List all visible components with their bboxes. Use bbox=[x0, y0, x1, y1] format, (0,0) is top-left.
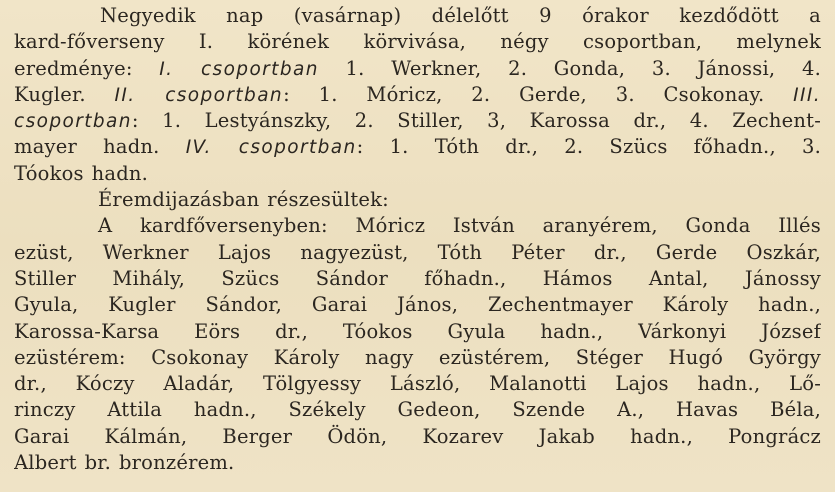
text-line: rinczy Attila hadn., Székely Gedeon, Szende A., Havas Béla, bbox=[14, 398, 821, 422]
text-line: kard-főverseny I. körének körvivása, négy csoportban, melynek bbox=[14, 30, 821, 54]
group-label: csoportban bbox=[14, 111, 132, 133]
group-label: II. csoportban bbox=[114, 84, 284, 106]
text-run: eredménye: bbox=[14, 56, 160, 80]
group-label: III. bbox=[793, 84, 821, 106]
text-line bbox=[14, 82, 821, 108]
text-line: Éremdijazásban részesültek: bbox=[98, 188, 389, 212]
paragraph-sword-tournament-results bbox=[14, 3, 821, 187]
text-run: 1. Werkner, 2. Gonda, 3. Jánossi, 4. bbox=[318, 56, 821, 80]
text-run: : 1. Lestyánszky, 2. Stiller, 3, Karossa dr., 4. Zechent- bbox=[131, 109, 821, 133]
text-line: Stiller Mihály, Szücs Sándor főhadn., Hámos Antal, Jánossy bbox=[14, 266, 821, 290]
text-run: : 1. Móricz, 2. Gerde, 3. Csokonay. bbox=[283, 82, 794, 106]
text-line: Karossa-Karsa Eörs dr., Tóokos Gyula hadn., Várkonyi József bbox=[14, 319, 821, 343]
text-run: : 1. Tóth dr., 2. Szücs főhadn., 3. bbox=[356, 135, 821, 159]
text-line: ezüstérem: Csokonay Károly nagy ezüstérem, Stéger Hugó György bbox=[14, 345, 821, 369]
text-line: Garai Kálmán, Berger Ödön, Kozarev Jakab hadn., Pongrácz bbox=[14, 424, 821, 448]
text-run: mayer hadn. bbox=[14, 135, 186, 159]
text-line bbox=[14, 108, 821, 134]
text-line bbox=[14, 134, 821, 160]
text-run: Kugler. bbox=[14, 82, 115, 106]
text-line bbox=[14, 56, 821, 82]
paragraph-medal-heading bbox=[14, 187, 821, 213]
text-line: Negyedik nap (vasárnap) délelőtt 9 órakor kezdődött a bbox=[100, 4, 821, 27]
text-line: ezüst, Werkner Lajos nagyezüst, Tóth Péter dr., Gerde Oszkár, bbox=[14, 240, 821, 264]
group-label: I. csoportban bbox=[159, 58, 319, 80]
text-line: Tóokos hadn. bbox=[14, 161, 149, 185]
group-label: IV. csoportban bbox=[185, 137, 357, 159]
text-line: A kardfőversenyben: Móricz István aranyérem, Gonda Illés bbox=[98, 214, 821, 238]
text-line: dr., Kóczy Aladár, Tölgyessy László, Malanotti Lajos hadn., Lő- bbox=[14, 372, 821, 396]
paragraph-medal-list bbox=[14, 213, 821, 476]
text-line: Albert br. bronzérem. bbox=[14, 451, 235, 475]
text-line: Gyula, Kugler Sándor, Garai János, Zechentmayer Károly hadn., bbox=[14, 293, 821, 317]
